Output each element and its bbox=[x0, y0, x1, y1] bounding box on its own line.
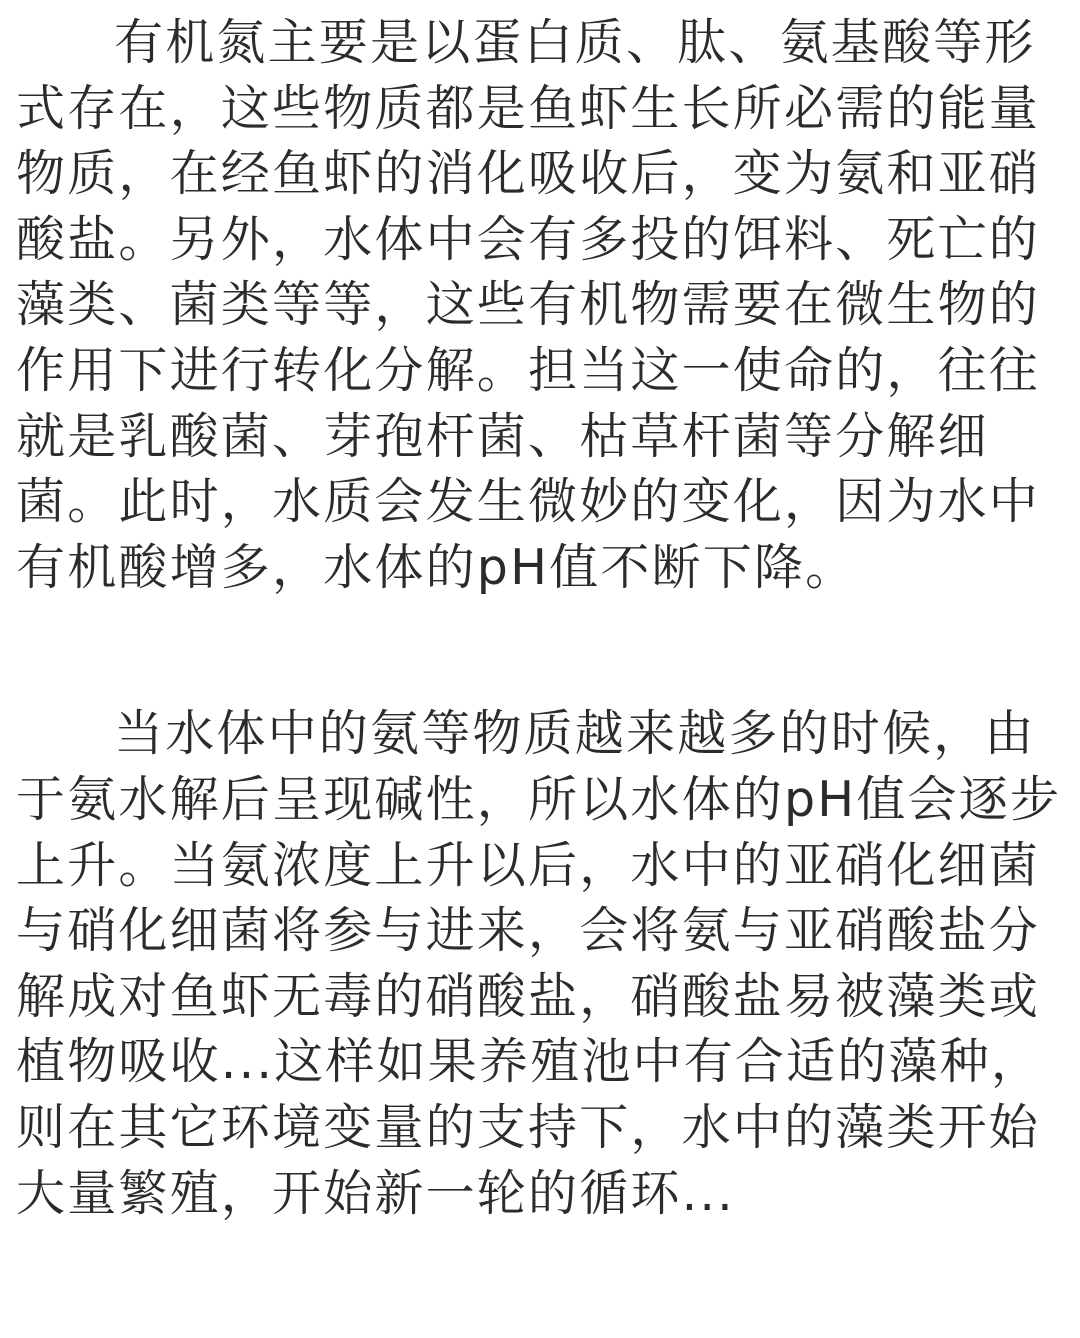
paragraph-ammonia-cycle: 当水体中的氨等物质越来越多的时候，由于氨水解后呈现碱性，所以水体的pH值会逐步上升。当氨浓度上升以后，水中的亚硝化细菌与硝化细菌将参与进来，会将氨与亚硝酸盐分解成对鱼虾无毒的硝酸盐，硝酸盐易被藻类或植物吸收...这样如果养殖池中有合适的藻种，则在其它环境变量的支持下，水中的藻类开始大量繁殖，开始新一轮的循环... bbox=[16, 705, 1062, 1222]
article-body bbox=[16, 0, 1068, 1226]
paragraph-organic-nitrogen: 有机氮主要是以蛋白质、肽、氨基酸等形式存在，这些物质都是鱼虾生长所必需的能量物质，在经鱼虾的消化吸收后，变为氨和亚硝酸盐。另外，水体中会有多投的饵料、死亡的藻类、菌类等等，这些有机物需要在微生物的作用下进行转化分解。担当这一使命的，往往就是乳酸菌、芽孢杆菌、枯草杆菌等分解细菌。此时，水质会发生微妙的变化，因为水中有机酸增多，水体的pH值不断下降。 bbox=[16, 14, 1041, 596]
